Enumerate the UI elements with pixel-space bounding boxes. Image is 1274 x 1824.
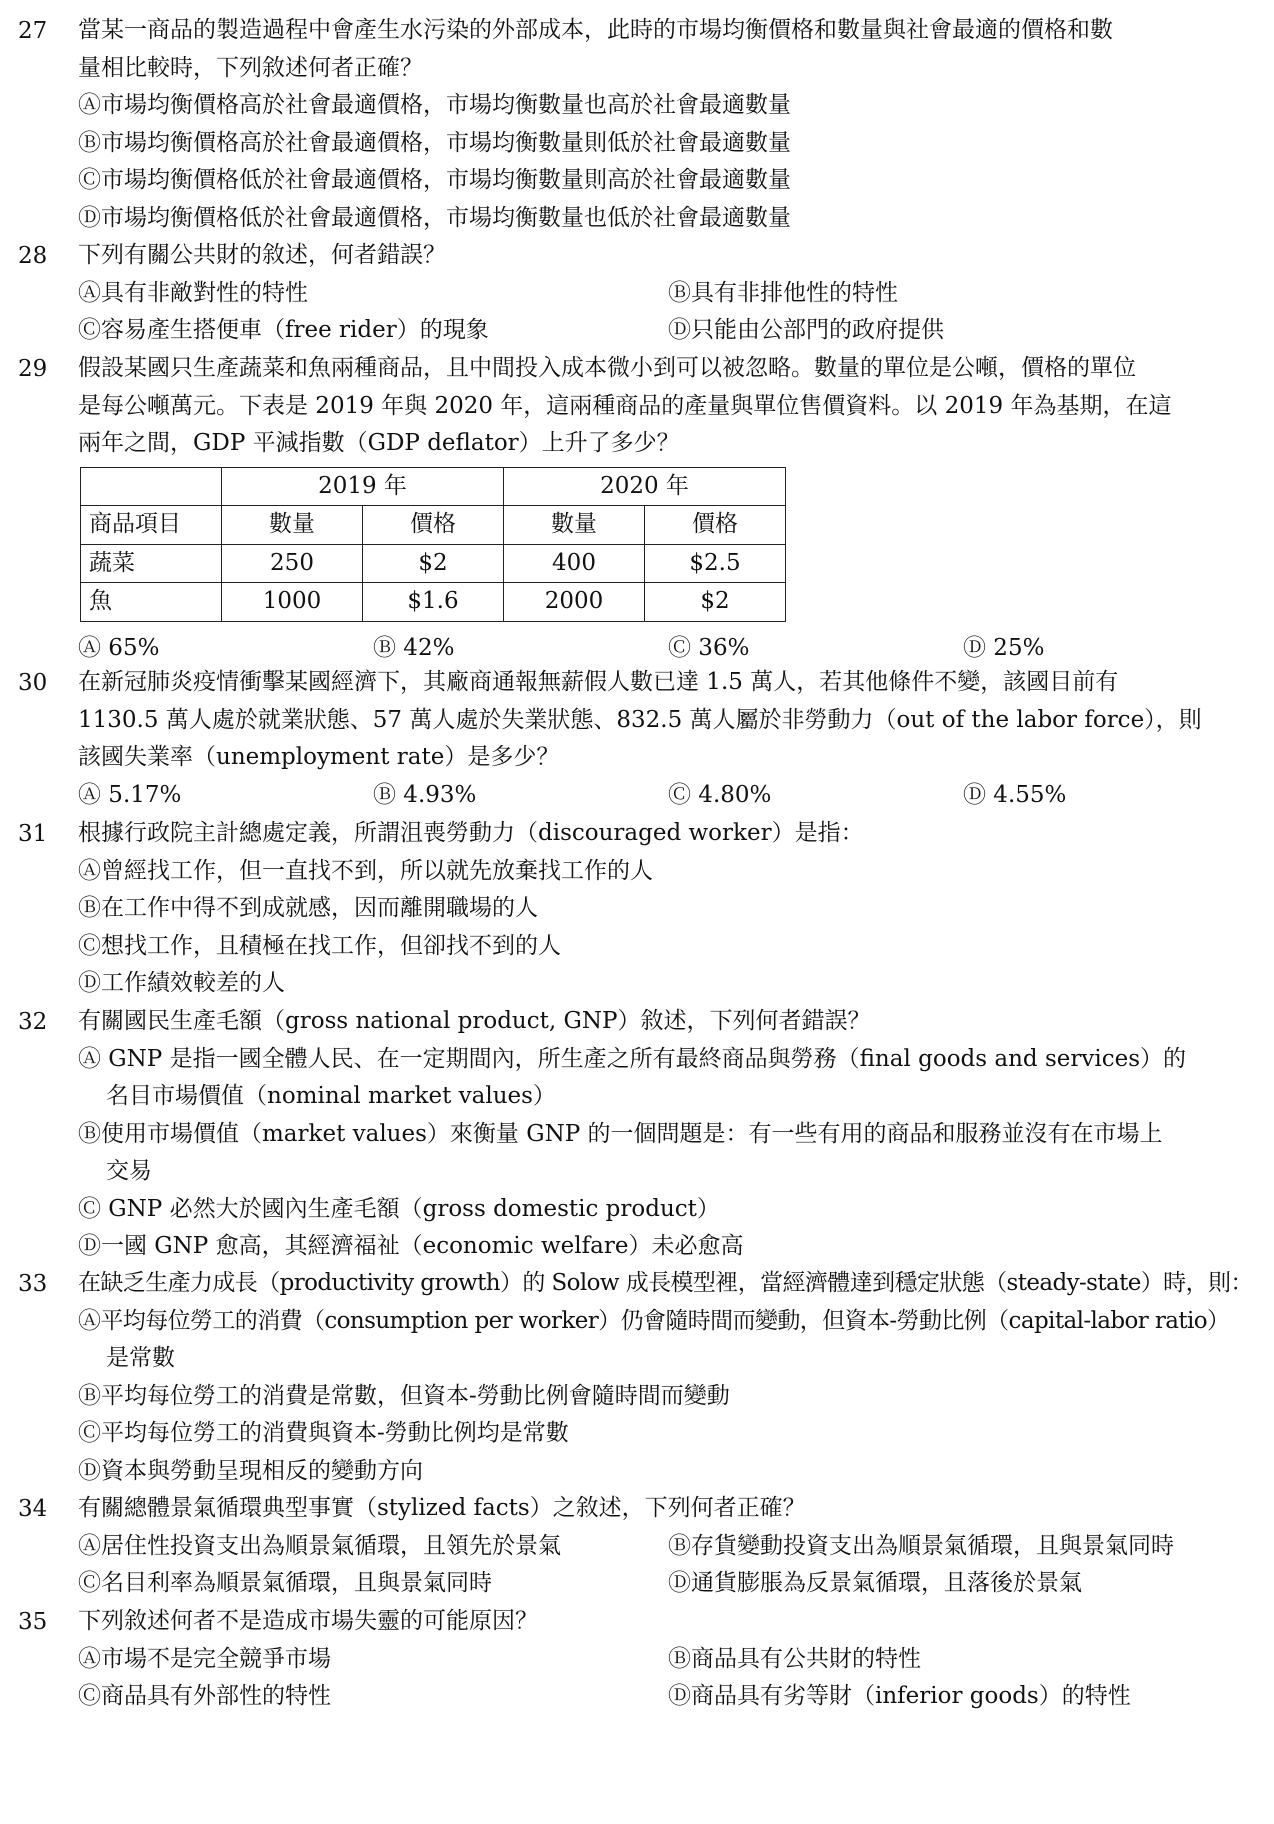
option-d: Ⓓ只能由公部門的政府提供	[668, 317, 944, 343]
question-34	[18, 1490, 1258, 1603]
question-stem-line: 假設某國只生產蔬菜和魚兩種商品，且中間投入成本微小到可以被忽略。數量的單位是公噸，價格的單位	[78, 355, 1136, 381]
option-b: Ⓑ使用市場價值（market values）來衡量 GNP 的一個問題是：有一些有用的商品和服務並沒有在市場上	[78, 1120, 1163, 1147]
option-b: Ⓑ平均每位勞工的消費是常數，但資本-勞動比例會隨時間而變動	[78, 1382, 730, 1409]
option-a: Ⓐ具有非敵對性的特性	[78, 279, 308, 306]
year-header-2020: 2020 年	[504, 467, 786, 506]
question-stem-line: 根據行政院主計總處定義，所謂沮喪勞動力（discouraged worker）是指：	[78, 820, 864, 846]
question-stem-line: 當某一商品的製造過程中會產生水污染的外部成本，此時的市場均衡價格和數量與社會最適的價格和數	[78, 17, 1113, 43]
column-header: 數量	[504, 506, 645, 545]
question-stem-line: 有關國民生產毛額（gross national product, GNP）敘述，下列何者錯誤？	[78, 1008, 871, 1034]
table-row	[81, 544, 786, 583]
question-stem-line: 下列敘述何者不是造成市場失靈的可能原因？	[78, 1608, 538, 1634]
table-cell: $2	[363, 544, 504, 583]
question-number: 33	[18, 1271, 48, 1297]
column-header: 價格	[645, 506, 786, 545]
question-31	[18, 815, 1258, 1003]
question-number: 35	[18, 1609, 48, 1635]
option-b: Ⓑ存貨變動投資支出為順景氣循環，且與景氣同時	[668, 1532, 1174, 1559]
option-a-continued: 是常數	[106, 1345, 175, 1371]
question-29	[18, 350, 1258, 667]
option-b: Ⓑ 42%	[373, 634, 455, 661]
table-cell: $2	[645, 583, 786, 622]
column-header: 商品項目	[81, 506, 222, 545]
question-28	[18, 237, 1258, 350]
option-c: Ⓒ 36%	[668, 634, 750, 661]
question-number: 28	[18, 243, 48, 269]
year-header-2019: 2019 年	[222, 467, 504, 506]
option-c: Ⓒ名目利率為順景氣循環，且與景氣同時	[78, 1570, 492, 1596]
table-cell: 400	[504, 544, 645, 583]
question-stem-line: 在缺乏生產力成長（productivity growth）的 Solow 成長模型裡，當經濟體達到穩定狀態（steady-state）時，則：	[78, 1270, 1253, 1296]
option-c: Ⓒ 4.80%	[668, 781, 772, 808]
option-d: Ⓓ 25%	[963, 634, 1045, 661]
column-header: 價格	[363, 506, 504, 545]
option-a-continued: 名目市場價值（nominal market values）	[106, 1083, 556, 1109]
table-cell: $1.6	[363, 583, 504, 622]
question-number: 27	[18, 18, 48, 44]
option-b: Ⓑ商品具有公共財的特性	[668, 1645, 921, 1672]
option-c: Ⓒ市場均衡價格低於社會最適價格，市場均衡數量則高於社會最適數量	[78, 167, 791, 193]
option-b: Ⓑ市場均衡價格高於社會最適價格，市場均衡數量則低於社會最適數量	[78, 129, 791, 156]
table-cell: 蔬菜	[81, 544, 222, 583]
question-number: 31	[18, 821, 48, 847]
question-number: 32	[18, 1009, 48, 1035]
column-header: 數量	[222, 506, 363, 545]
question-stem-line: 兩年之間，GDP 平減指數（GDP deflator）上升了多少？	[78, 430, 680, 456]
option-b-continued: 交易	[106, 1158, 152, 1184]
option-c: Ⓒ容易產生搭便車（free rider）的現象	[78, 317, 489, 343]
option-b: Ⓑ在工作中得不到成就感，因而離開職場的人	[78, 895, 538, 921]
question-stem-line: 下列有關公共財的敘述，何者錯誤？	[78, 242, 446, 268]
question-35	[18, 1603, 1258, 1716]
question-33	[18, 1265, 1258, 1490]
option-c: Ⓒ想找工作，且積極在找工作，但卻找不到的人	[78, 932, 561, 959]
question-stem-line: 該國失業率（unemployment rate）是多少？	[78, 744, 560, 770]
option-a: Ⓐ平均每位勞工的消費（consumption per worker）仍會隨時間而變動，但資本-勞動比例（capital-labor ratio）	[78, 1307, 1230, 1334]
option-a: Ⓐ曾經找工作，但一直找不到，所以就先放棄找工作的人	[78, 857, 653, 884]
option-a: Ⓐ市場不是完全競爭市場	[78, 1645, 331, 1672]
option-c: Ⓒ GNP 必然大於國內生產毛額（gross domestic product）	[78, 1195, 720, 1222]
question-stem-line: 在新冠肺炎疫情衝擊某國經濟下，其廠商通報無薪假人數已達 1.5 萬人，若其他條件不變，該國目前有	[78, 669, 1119, 695]
question-stem-line: 有關總體景氣循環典型事實（stylized facts）之敘述，下列何者正確？	[78, 1495, 806, 1521]
option-a: Ⓐ市場均衡價格高於社會最適價格，市場均衡數量也高於社會最適數量	[78, 92, 791, 118]
option-c: Ⓒ商品具有外部性的特性	[78, 1683, 331, 1709]
option-d: Ⓓ商品具有劣等財（inferior goods）的特性	[668, 1683, 1131, 1709]
option-b: Ⓑ 4.93%	[373, 781, 477, 808]
table-cell: 250	[222, 544, 363, 583]
option-a: Ⓐ GNP 是指一國全體人民、在一定期間內，所生產之所有最終商品與勞務（final goods and services）的	[78, 1045, 1186, 1072]
question-27	[18, 12, 1258, 237]
question-number: 29	[18, 356, 48, 382]
option-c: Ⓒ平均每位勞工的消費與資本-勞動比例均是常數	[78, 1420, 569, 1446]
option-a: Ⓐ 5.17%	[78, 781, 182, 808]
option-b: Ⓑ具有非排他性的特性	[668, 279, 898, 306]
option-a: Ⓐ居住性投資支出為順景氣循環，且領先於景氣	[78, 1532, 561, 1559]
table-cell: 2000	[504, 583, 645, 622]
question-number: 30	[18, 670, 48, 696]
question-32	[18, 1003, 1258, 1266]
question-stem-line: 1130.5 萬人處於就業狀態、57 萬人處於失業狀態、832.5 萬人屬於非勞動力（out of the labor force），則	[78, 706, 1202, 733]
gdp-data-table	[80, 467, 786, 622]
question-30	[18, 664, 1258, 814]
question-number: 34	[18, 1496, 48, 1522]
table-row	[81, 583, 786, 622]
option-d: Ⓓ 4.55%	[963, 781, 1067, 808]
table-cell: 魚	[81, 583, 222, 622]
option-d: Ⓓ市場均衡價格低於社會最適價格，市場均衡數量也低於社會最適數量	[78, 204, 791, 231]
table-corner-cell	[81, 467, 222, 506]
option-d: Ⓓ通貨膨脹為反景氣循環，且落後於景氣	[668, 1570, 1082, 1596]
option-d: Ⓓ資本與勞動呈現相反的變動方向	[78, 1457, 423, 1484]
option-d: Ⓓ一國 GNP 愈高，其經濟福祉（economic welfare）未必愈高	[78, 1233, 744, 1259]
question-stem-line: 量相比較時，下列敘述何者正確？	[78, 54, 423, 81]
question-stem-line: 是每公噸萬元。下表是 2019 年與 2020 年，這兩種商品的產量與單位售價資料。以 2019 年為基期，在這	[78, 392, 1172, 419]
table-cell: 1000	[222, 583, 363, 622]
table-cell: $2.5	[645, 544, 786, 583]
option-d: Ⓓ工作績效較差的人	[78, 970, 285, 996]
option-a: Ⓐ 65%	[78, 634, 160, 661]
